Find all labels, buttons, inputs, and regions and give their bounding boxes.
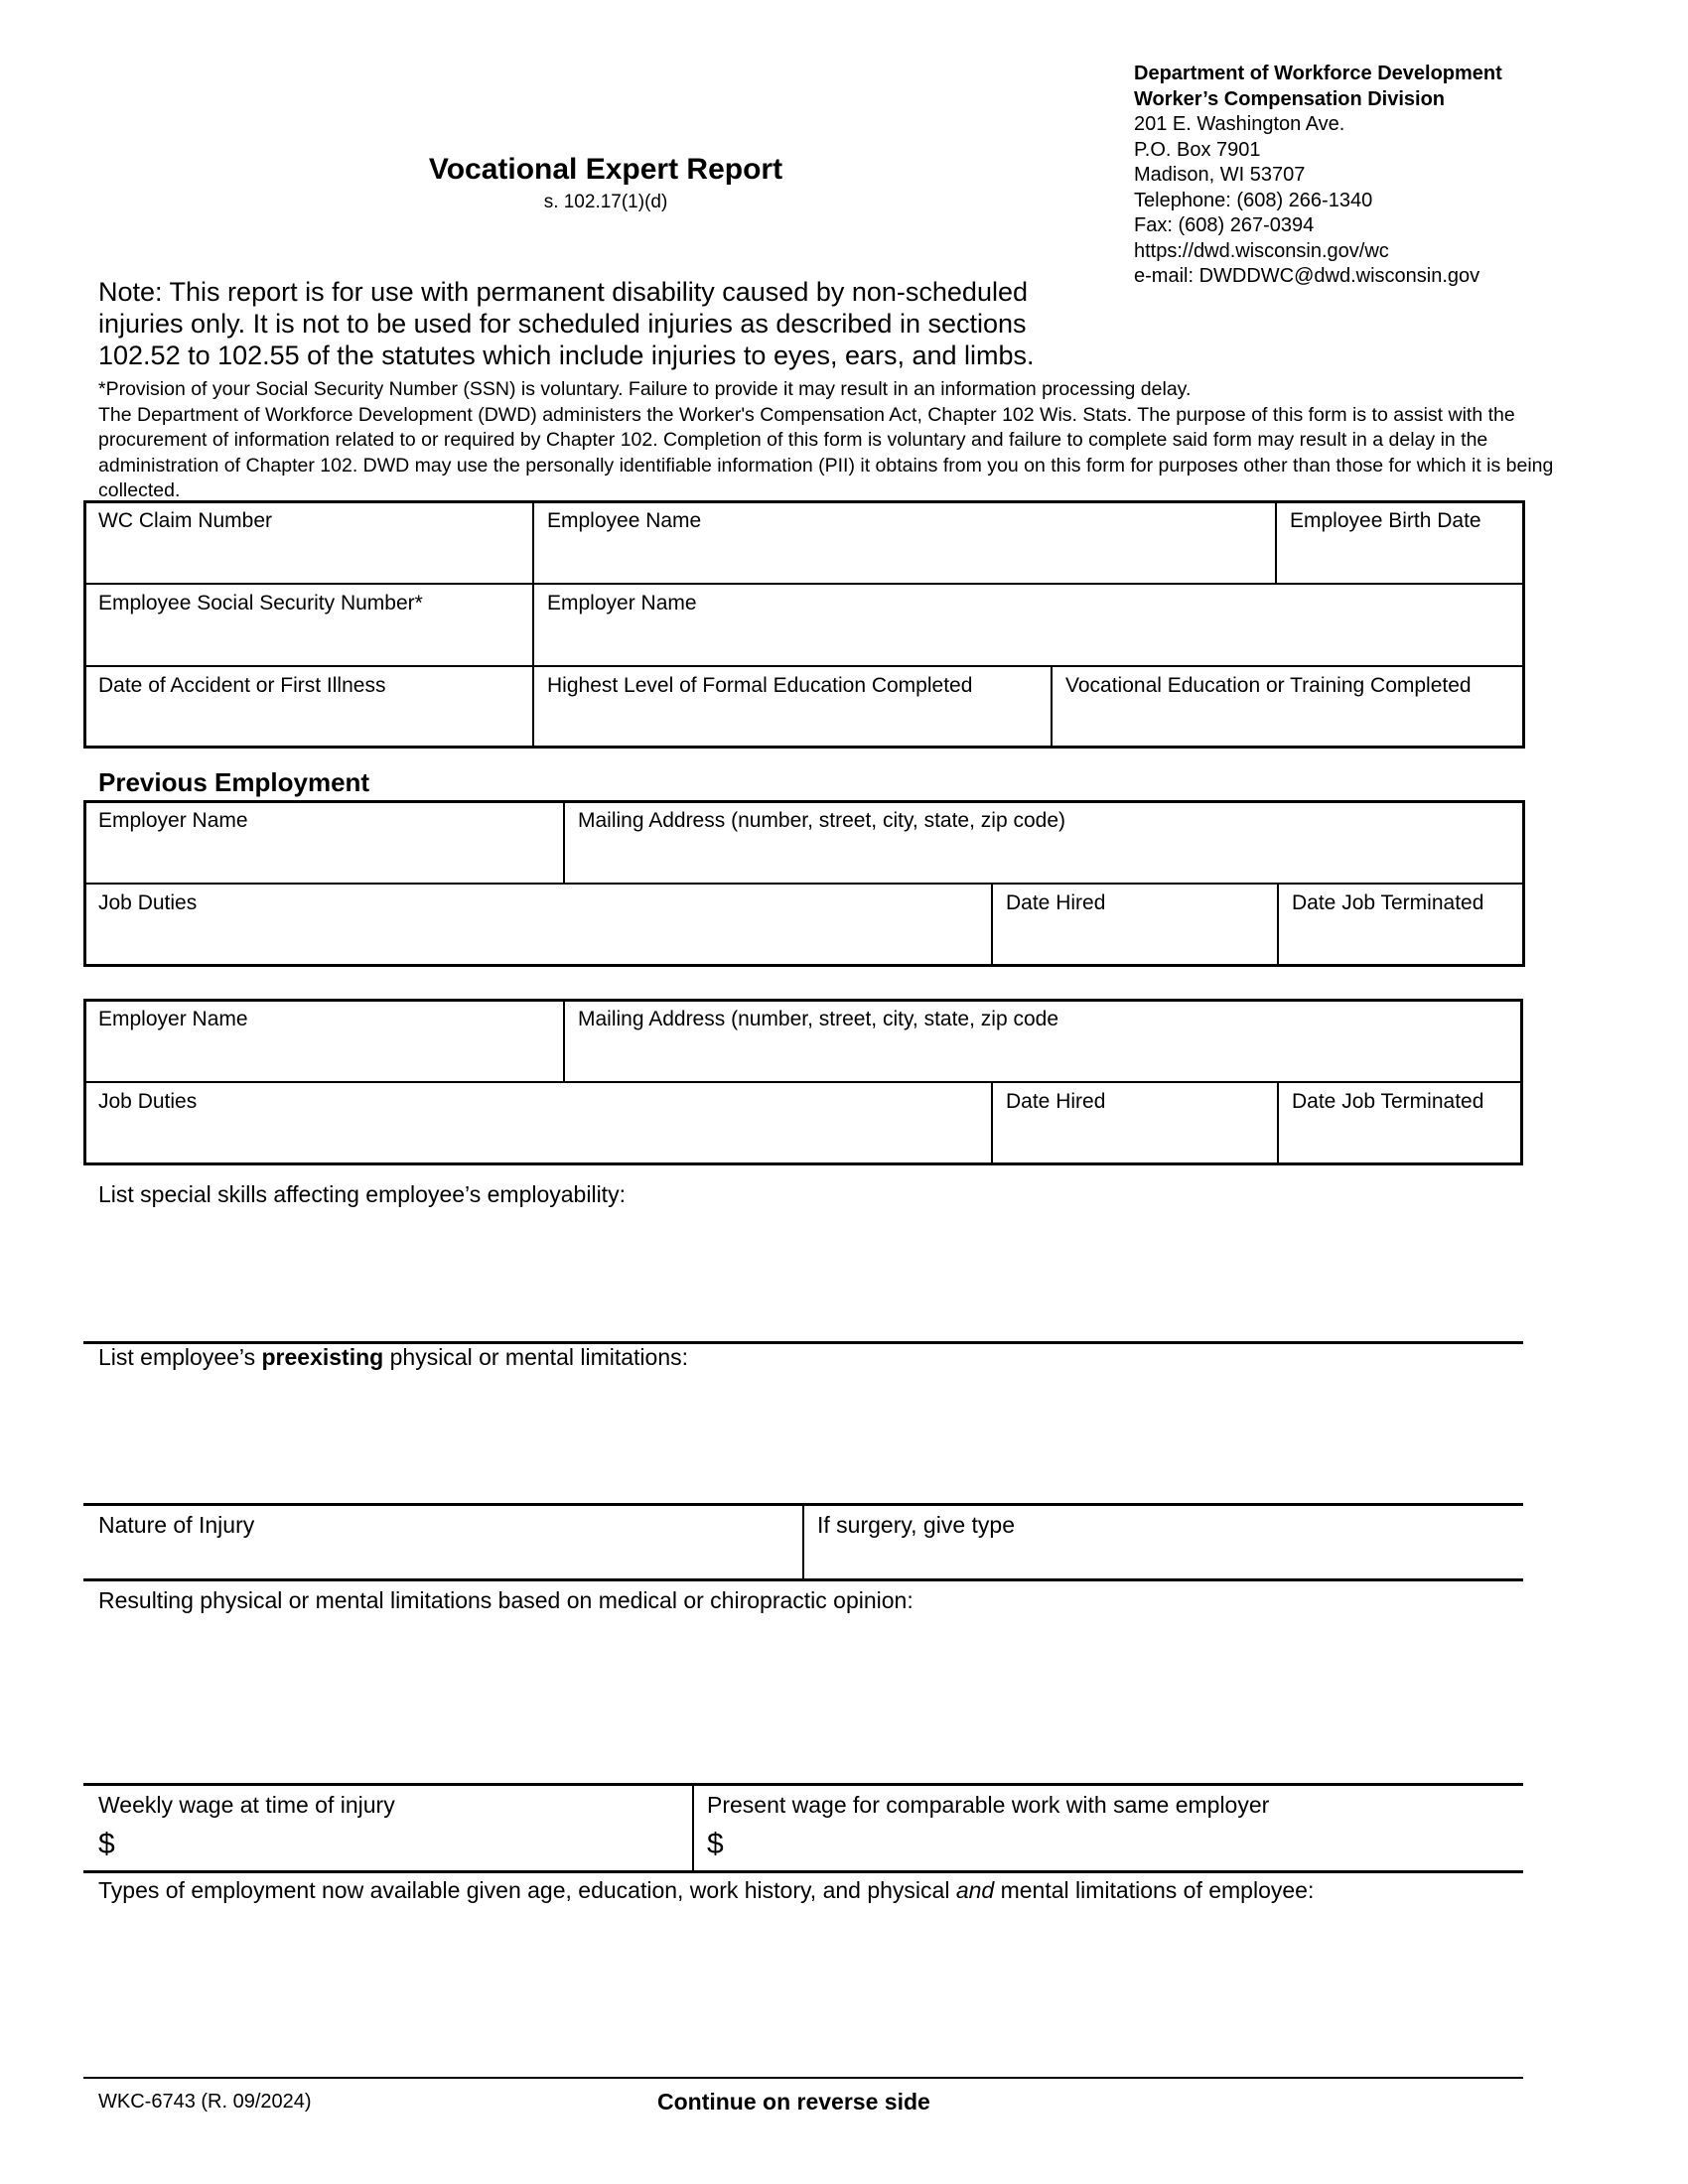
prev2-mailing-address-field[interactable] bbox=[566, 1002, 1520, 1081]
purpose-notice: The Department of Workforce Development (DWD) administers the Worker's Compensation Act, Chapter 102 Wis. Stats. The purpose of this form is to assist with the procurement of information related to or required by Chapter 102. Completion of this form is voluntary and failure to complete said form may result in a delay in the administration of Chapter 102. DWD may use the personally identifiable information (PII) it obtains from you on this form for purposes other than those for which it is being collected. bbox=[98, 403, 1554, 501]
prev2-job-duties-field[interactable] bbox=[86, 1084, 990, 1162]
special-skills-field[interactable] bbox=[83, 1181, 1523, 1340]
resulting-limitations-field[interactable] bbox=[83, 1581, 1523, 1783]
employee-ssn-field[interactable] bbox=[86, 586, 531, 665]
previous-employment-heading: Previous Employment bbox=[98, 767, 370, 797]
prev2-employer-name-label: Employer Name bbox=[98, 1008, 248, 1030]
preexisting-emphasis: preexisting bbox=[261, 1344, 384, 1370]
prev2-date-hired-field[interactable] bbox=[994, 1084, 1276, 1162]
present-wage-field[interactable] bbox=[695, 1786, 1523, 1869]
weekly-wage-currency: $ bbox=[98, 1828, 115, 1860]
wc-claim-number-label: WC Claim Number bbox=[98, 509, 273, 532]
privacy-notice bbox=[98, 377, 1598, 504]
date-of-accident-label: Date of Accident or First Illness bbox=[98, 674, 386, 697]
prev2-mailing-address-label: Mailing Address (number, street, city, state, zip code bbox=[578, 1008, 1058, 1030]
present-wage-label: Present wage for comparable work with same employer bbox=[707, 1792, 1270, 1818]
employee-name-label: Employee Name bbox=[547, 509, 702, 532]
prev1-employer-name-label: Employer Name bbox=[98, 809, 248, 832]
employer-name-label: Employer Name bbox=[547, 592, 697, 614]
form-number: WKC-6743 (R. 09/2024) bbox=[98, 2091, 312, 2113]
usage-note: Note: This report is for use with permanent disability caused by non-scheduled injuries only. It is not to be used for scheduled injuries as described in sections 102.52 to 102.55 of the statutes which include injuries to eyes, ears, and limbs. bbox=[98, 277, 1035, 370]
vocational-education-label: Vocational Education or Training Completed bbox=[1065, 674, 1472, 697]
employment-types-field[interactable] bbox=[83, 1873, 1523, 2075]
employee-birth-date-label: Employee Birth Date bbox=[1290, 509, 1481, 532]
prev1-employer-name-field[interactable] bbox=[86, 803, 562, 883]
employment-types-prefix: Types of employment now available given age, education, work history, and physical bbox=[98, 1877, 956, 1903]
agency-address-block bbox=[1134, 62, 1502, 290]
weekly-wage-field[interactable] bbox=[83, 1786, 691, 1869]
preexisting-limitations-label bbox=[98, 1344, 688, 1371]
prev2-employer-name-field[interactable] bbox=[86, 1002, 562, 1081]
prev1-date-hired-field[interactable] bbox=[994, 886, 1276, 964]
page-title: Vocational Expert Report bbox=[428, 153, 783, 186]
prev1-job-duties-field[interactable] bbox=[86, 886, 990, 964]
agency-fax: Fax: (608) 267-0394 bbox=[1134, 214, 1315, 236]
weekly-wage-label: Weekly wage at time of injury bbox=[98, 1792, 395, 1818]
agency-telephone: Telephone: (608) 266-1340 bbox=[1134, 189, 1373, 211]
preexisting-limitations-field[interactable] bbox=[83, 1344, 1523, 1503]
employment-types-suffix: mental limitations of employee: bbox=[994, 1877, 1315, 1903]
prev2-job-duties-label: Job Duties bbox=[98, 1090, 198, 1113]
prev1-job-duties-label: Job Duties bbox=[98, 891, 198, 914]
preexisting-suffix: physical or mental limitations: bbox=[383, 1344, 689, 1370]
present-wage-currency: $ bbox=[707, 1828, 724, 1860]
agency-city: Madison, WI 53707 bbox=[1134, 164, 1306, 186]
employment-types-label bbox=[98, 1877, 1314, 1904]
continue-notice: Continue on reverse side bbox=[657, 2089, 930, 2115]
nature-of-injury-field[interactable] bbox=[83, 1506, 801, 1578]
employee-ssn-label: Employee Social Security Number* bbox=[98, 592, 423, 614]
prev2-date-terminated-label: Date Job Terminated bbox=[1292, 1090, 1484, 1113]
prev1-date-terminated-label: Date Job Terminated bbox=[1292, 891, 1484, 914]
highest-education-label: Highest Level of Formal Education Completed bbox=[547, 674, 973, 697]
agency-street: 201 E. Washington Ave. bbox=[1134, 113, 1345, 135]
prev1-date-terminated-field[interactable] bbox=[1280, 886, 1522, 964]
preexisting-prefix: List employee’s bbox=[98, 1344, 262, 1370]
wc-claim-number-field[interactable] bbox=[86, 503, 531, 583]
agency-division: Worker’s Compensation Division bbox=[1134, 87, 1446, 110]
agency-pobox: P.O. Box 7901 bbox=[1134, 138, 1261, 161]
prev2-date-hired-label: Date Hired bbox=[1006, 1090, 1106, 1113]
date-of-accident-field[interactable] bbox=[86, 668, 531, 746]
employee-name-field[interactable] bbox=[535, 503, 1274, 583]
statute-reference: s. 102.17(1)(d) bbox=[543, 192, 668, 212]
agency-department: Department of Workforce Development bbox=[1134, 63, 1502, 84]
ssn-notice: *Provision of your Social Security Number (SSN) is voluntary. Failure to provide it may result in an information processing delay. bbox=[98, 378, 1192, 400]
prev2-date-terminated-field[interactable] bbox=[1280, 1084, 1520, 1162]
employer-name-field[interactable] bbox=[535, 586, 1522, 665]
agency-website: https://dwd.wisconsin.gov/wc bbox=[1134, 239, 1389, 262]
special-skills-label: List special skills affecting employee’s employability: bbox=[98, 1181, 626, 1207]
highest-education-field[interactable] bbox=[535, 668, 1050, 746]
surgery-type-field[interactable] bbox=[805, 1506, 1523, 1578]
nature-of-injury-label: Nature of Injury bbox=[98, 1512, 255, 1538]
employee-birth-date-field[interactable] bbox=[1278, 503, 1522, 583]
employment-types-emphasis: and bbox=[955, 1877, 995, 1903]
prev1-date-hired-label: Date Hired bbox=[1006, 891, 1106, 914]
resulting-limitations-label: Resulting physical or mental limitations based on medical or chiropractic opinion: bbox=[98, 1587, 914, 1613]
prev1-mailing-address-field[interactable] bbox=[566, 803, 1522, 883]
vocational-education-field[interactable] bbox=[1054, 668, 1522, 746]
agency-email: e-mail: DWDDWC@dwd.wisconsin.gov bbox=[1134, 265, 1480, 287]
prev1-mailing-address-label: Mailing Address (number, street, city, state, zip code) bbox=[578, 809, 1065, 832]
surgery-type-label: If surgery, give type bbox=[817, 1512, 1015, 1538]
